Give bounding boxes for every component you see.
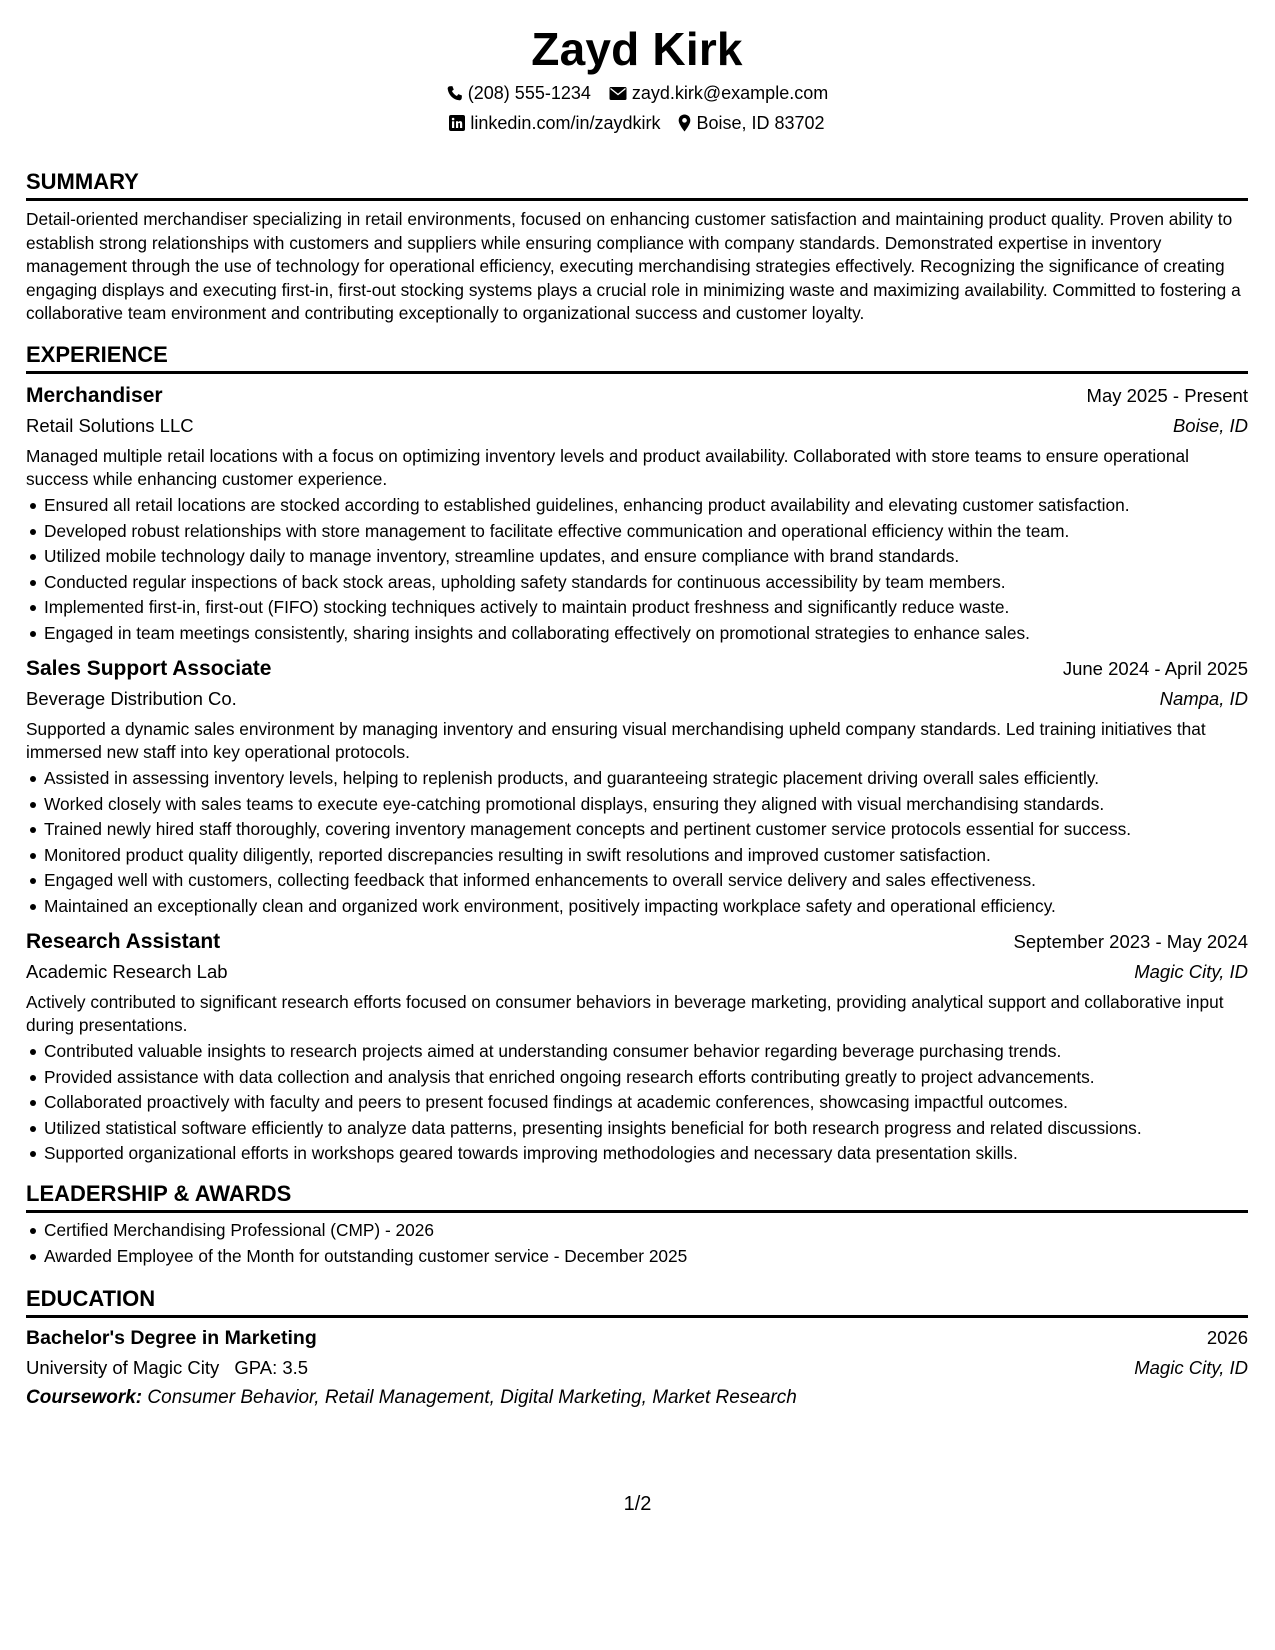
job-bullets <box>26 1040 1248 1165</box>
list-item: Utilized mobile technology daily to manage inventory, streamline updates, and ensure compliance with brand standards. <box>26 545 1248 568</box>
job-location: Boise, ID <box>1172 414 1248 436</box>
list-item: Maintained an exceptionally clean and organized work environment, positively impacting workplace safety and operational efficiency. <box>26 895 1248 918</box>
list-item: Monitored product quality diligently, reported discrepancies resulting in swift resolutions and improved customer satisfaction. <box>26 844 1248 867</box>
job-entry <box>26 382 1248 645</box>
education-section <box>26 1286 1248 1411</box>
job-title: Sales Support Associate <box>26 656 272 680</box>
location-contact <box>678 112 824 134</box>
job-entry <box>26 928 1248 1166</box>
job-description: Actively contributed to significant research efforts focused on consumer behaviors in beverage marketing, providing analytical support and collaborative input during presentations. <box>26 991 1224 1035</box>
job-location: Magic City, ID <box>1134 960 1248 982</box>
job-header <box>26 928 1248 956</box>
school-info <box>26 1355 308 1381</box>
job-description: Supported a dynamic sales environment by managing inventory and ensuring visual merchandising upheld company standards. Led training initiatives that immersed new staff into key operational protocols. <box>26 718 1206 762</box>
job-location: Nampa, ID <box>1159 687 1248 709</box>
job-dates: June 2024 - April 2025 <box>1062 657 1248 679</box>
phone-text: (208) 555-1234 <box>467 83 591 103</box>
list-item: Engaged in team meetings consistently, sharing insights and collaborating effectively on promotional strategies to enhance sales. <box>26 622 1248 645</box>
job-description: Managed multiple retail locations with a focus on optimizing inventory levels and product availability. Collaborated with store teams to ensure operational success while enhancing customer experience. <box>26 445 1189 489</box>
list-item: Developed robust relationships with store management to facilitate effective communication and operational efficiency within the team. <box>26 520 1248 543</box>
phone-contact <box>446 82 591 104</box>
coursework-list: Consumer Behavior, Retail Management, Digital Marketing, Market Research <box>147 1386 797 1408</box>
list-item: Supported organizational efforts in workshops geared towards improving methodologies and necessary data presentation skills. <box>26 1142 1248 1165</box>
job-bullets <box>26 494 1248 645</box>
education-subheader <box>26 1355 1248 1381</box>
candidate-name: Zayd Kirk <box>531 23 743 75</box>
email-text: zayd.kirk@example.com <box>631 83 829 103</box>
job-title: Research Assistant <box>26 929 221 953</box>
list-item: Engaged well with customers, collecting feedback that informed enhancements to overall service delivery and sales effectiveness. <box>26 869 1248 892</box>
linkedin-contact[interactable] <box>449 112 660 134</box>
summary-text: Detail-oriented merchandiser specializing in retail environments, focused on enhancing customer satisfaction and maintaining product quality. Proven ability to establish strong relationships with customers and suppliers while ensuring compliance with company standards. Demonstrated expertise in inventory management through the use of technology for operational efficiency, executing merchandising strategies effectively. Recognizing the significance of creating engaging displays and executing first-in, first-out stocking systems plays a crucial role in minimizing waste and maximizing availability. Committed to fostering a collaborative team environment and contributing exceptionally to organizational success and customer loyalty. <box>26 209 1241 323</box>
school-name: University of Magic City <box>26 1356 220 1378</box>
coursework-label: Coursework: <box>26 1386 143 1408</box>
education-header <box>26 1324 1248 1352</box>
graduation-year: 2026 <box>1206 1326 1248 1348</box>
awards-section <box>26 1181 1248 1268</box>
resume-page <box>26 0 1248 1411</box>
experience-heading: EXPERIENCE <box>26 342 1248 374</box>
list-item: Ensured all retail locations are stocked according to established guidelines, enhancing product availability and elevating customer satisfaction. <box>26 494 1248 517</box>
job-bullets <box>26 767 1248 918</box>
list-item: Awarded Employee of the Month for outstanding customer service - December 2025 <box>26 1245 1248 1268</box>
contact-row-2 <box>26 112 1248 134</box>
list-item: Utilized statistical software efficiently to analyze data patterns, presenting insights beneficial for both research progress and related discussions. <box>26 1117 1248 1140</box>
job-title: Merchandiser <box>26 383 163 407</box>
list-item: Collaborated proactively with faculty and peers to present focused findings at academic conferences, showcasing impactful outcomes. <box>26 1091 1248 1114</box>
coursework <box>26 1385 1248 1411</box>
phone-icon <box>446 85 463 102</box>
job-dates: May 2025 - Present <box>1086 384 1248 406</box>
gpa: GPA: 3.5 <box>234 1356 309 1378</box>
degree-name: Bachelor's Degree in Marketing <box>26 1326 317 1349</box>
job-header <box>26 382 1248 410</box>
job-subheader <box>26 413 1248 439</box>
job-company: Retail Solutions LLC <box>26 414 194 436</box>
job-header <box>26 655 1248 683</box>
job-company: Beverage Distribution Co. <box>26 687 237 709</box>
location-text: Boise, ID 83702 <box>696 113 825 133</box>
list-item: Certified Merchandising Professional (CMP) - 2026 <box>26 1219 1248 1242</box>
list-item: Implemented first-in, first-out (FIFO) stocking techniques actively to maintain product freshness and significantly reduce waste. <box>26 596 1248 619</box>
envelope-icon <box>609 86 627 101</box>
list-item: Conducted regular inspections of back stock areas, upholding safety standards for continuous accessibility by team members. <box>26 571 1248 594</box>
list-item: Assisted in assessing inventory levels, helping to replenish products, and guaranteeing strategic placement driving overall sales efficiently. <box>26 767 1248 790</box>
experience-section <box>26 342 1248 1166</box>
job-subheader <box>26 959 1248 985</box>
map-pin-icon <box>678 114 691 132</box>
awards-list <box>26 1219 1248 1268</box>
school-location: Magic City, ID <box>1134 1356 1248 1378</box>
list-item: Trained newly hired staff thoroughly, covering inventory management concepts and pertinent customer service protocols essential for success. <box>26 818 1248 841</box>
list-item: Provided assistance with data collection and analysis that enriched ongoing research efforts contributing greatly to project advancements. <box>26 1066 1248 1089</box>
job-subheader <box>26 686 1248 712</box>
summary-section <box>26 169 1248 326</box>
education-heading: EDUCATION <box>26 1286 1248 1318</box>
job-company: Academic Research Lab <box>26 960 228 982</box>
awards-heading: LEADERSHIP & AWARDS <box>26 1181 1248 1213</box>
linkedin-icon <box>449 115 465 131</box>
summary-heading: SUMMARY <box>26 169 1248 201</box>
job-dates: September 2023 - May 2024 <box>1013 930 1248 952</box>
page-number: 1/2 <box>623 1493 652 1515</box>
list-item: Contributed valuable insights to research projects aimed at understanding consumer behavior regarding beverage purchasing trends. <box>26 1040 1248 1063</box>
linkedin-text: linkedin.com/in/zaydkirk <box>470 113 661 133</box>
list-item: Worked closely with sales teams to execute eye-catching promotional displays, ensuring they aligned with visual merchandising standards. <box>26 793 1248 816</box>
contact-row-1 <box>26 82 1248 104</box>
job-entry <box>26 655 1248 918</box>
email-contact[interactable] <box>609 82 828 104</box>
